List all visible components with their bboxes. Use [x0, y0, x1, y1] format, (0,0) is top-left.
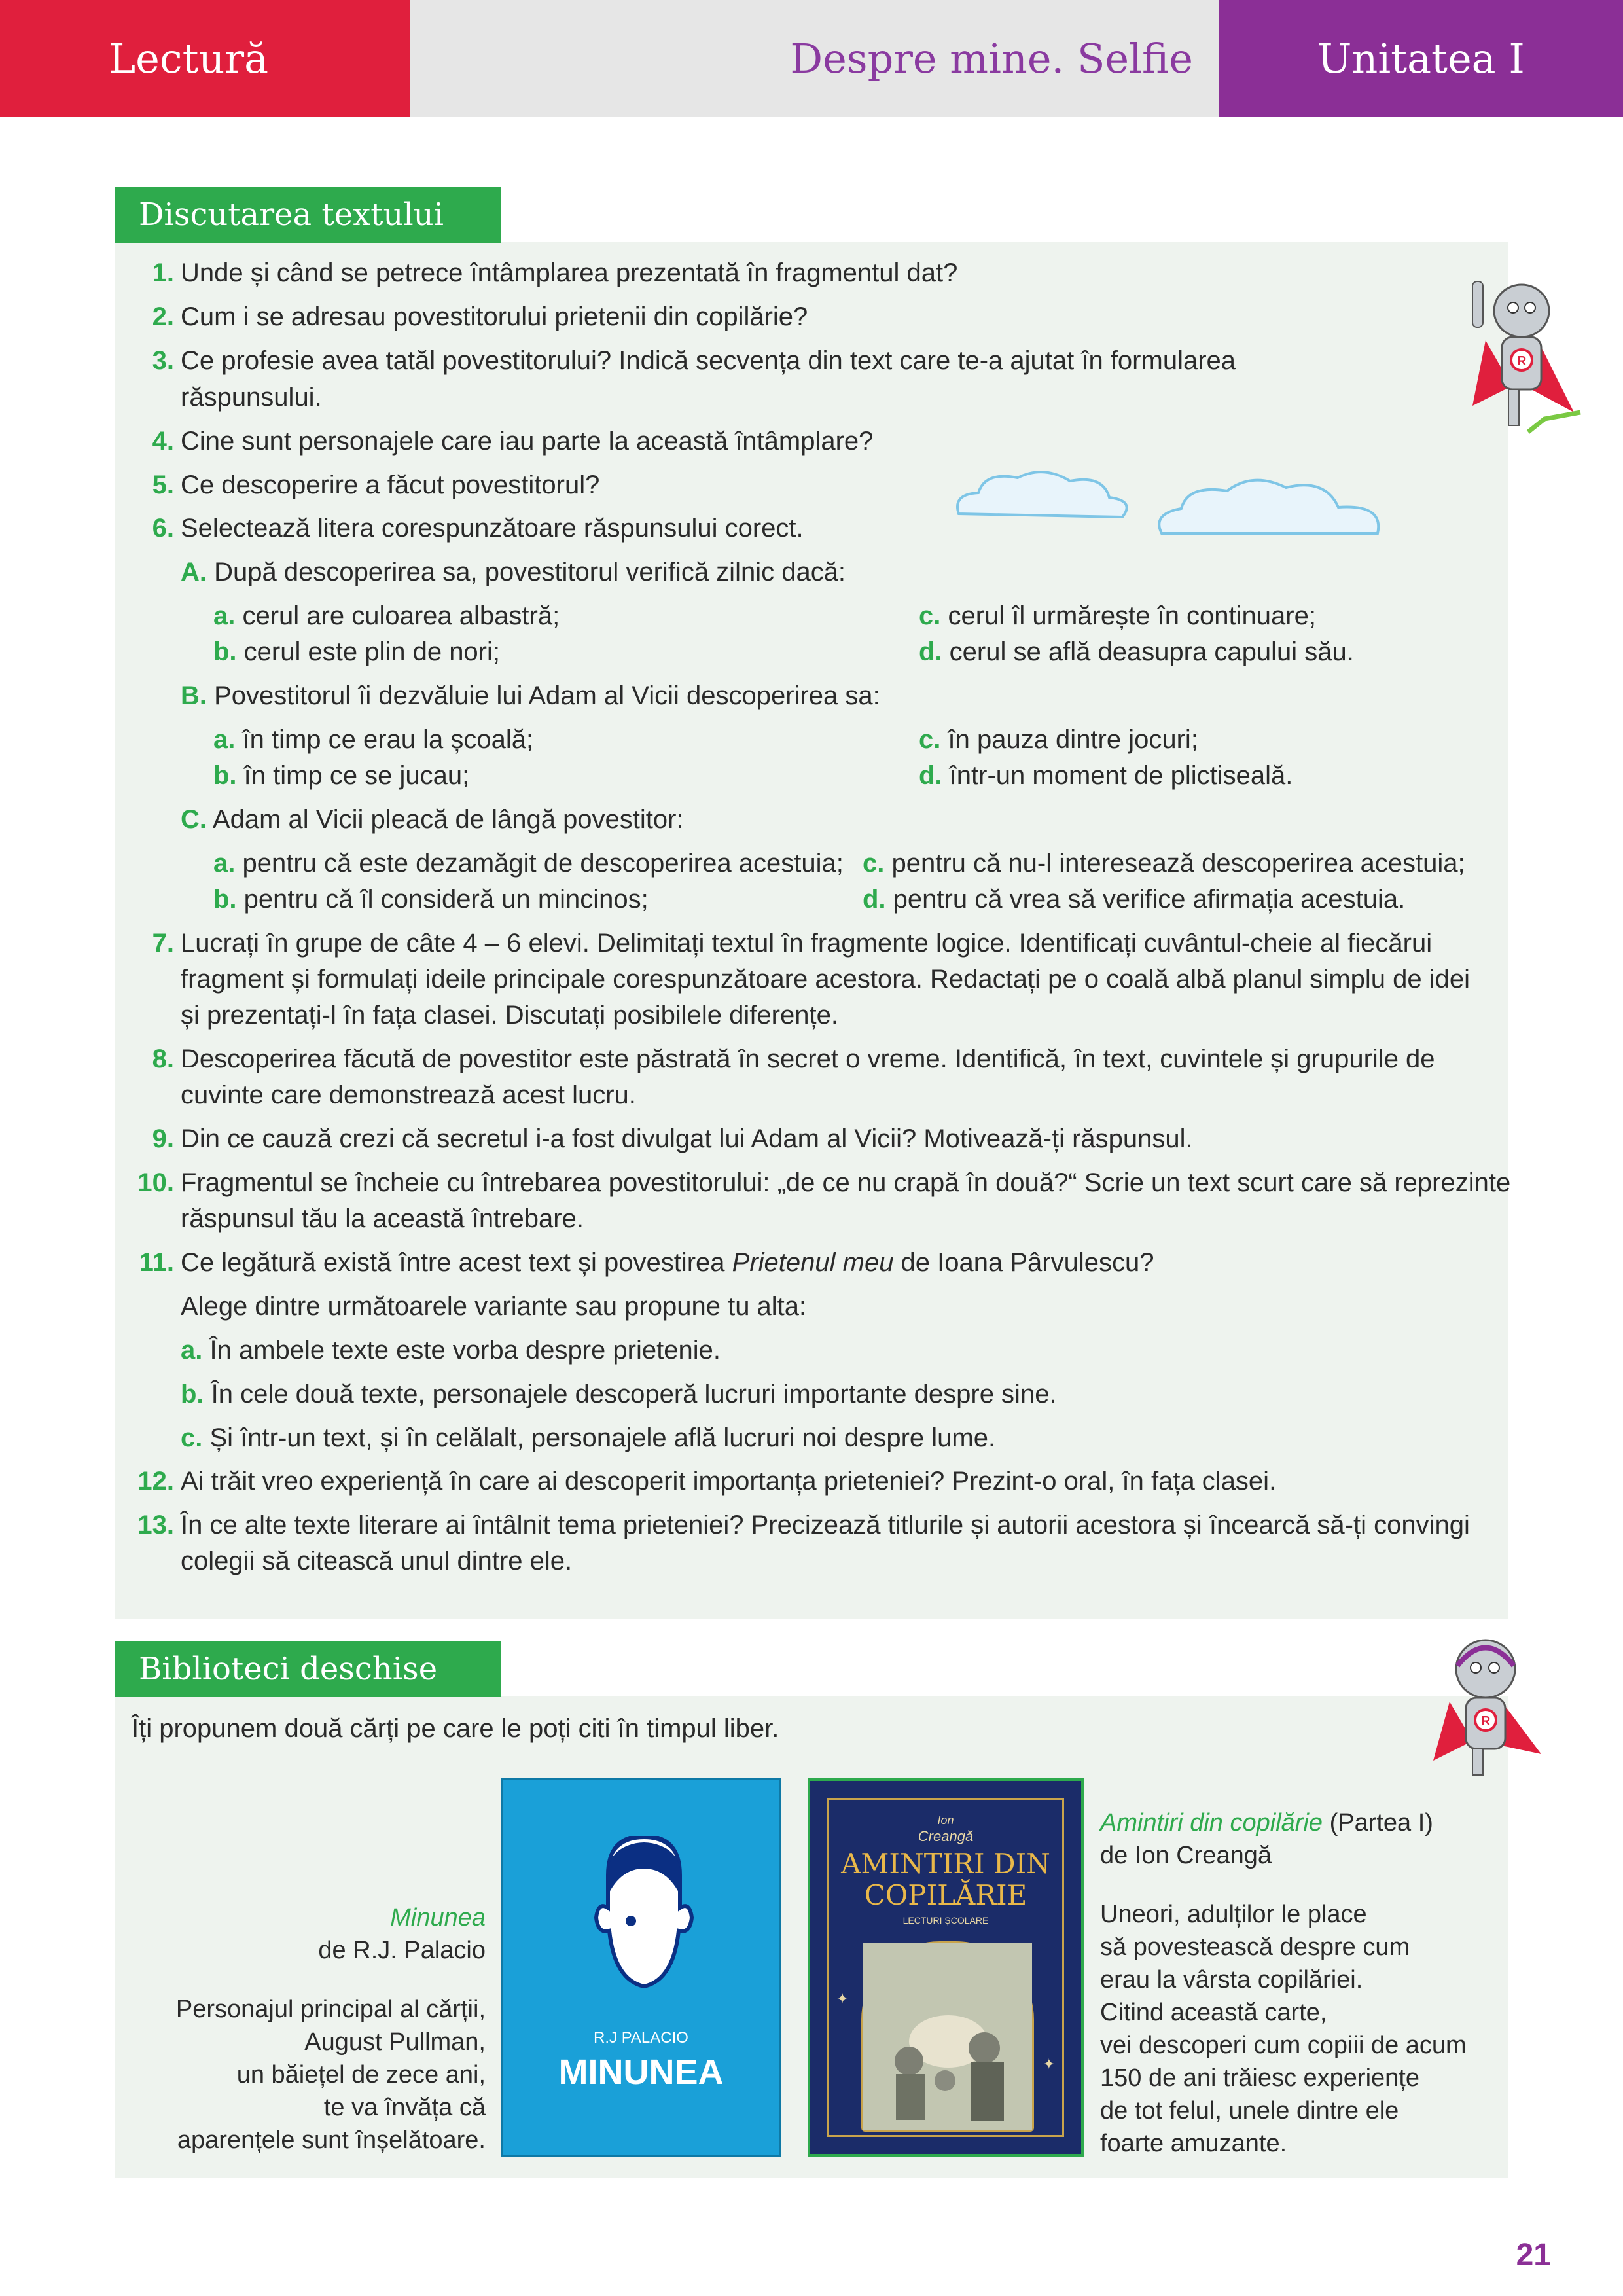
question-number: 6. — [152, 514, 174, 543]
svg-text:R: R — [1517, 354, 1527, 368]
book2-desc-line: să povestească despre cum — [1100, 1933, 1410, 1961]
question-number: 4. — [152, 427, 174, 456]
option-text: pentru că este dezamăgit de descoperirea acestuia; — [242, 849, 844, 878]
star-icon: ✦ — [836, 1990, 849, 2007]
header-unit — [1219, 0, 1623, 117]
book1-cover-title: MINUNEA — [558, 2053, 724, 2092]
question-text: Ce profesie avea tatăl povestitorului? Indică secvența din text care te-a ajutat în formularea — [181, 346, 1236, 375]
question-number: 8. — [152, 1045, 174, 1073]
option-letter: b. — [213, 761, 237, 790]
option-6C-b — [213, 882, 649, 918]
option-letter: a. — [213, 725, 236, 754]
question-8-cont: cuvinte care demonstrează acest lucru. — [181, 1081, 636, 1109]
book-title: Prietenul meu — [732, 1248, 894, 1277]
question-text: Fragmentul se încheie cu întrebarea povestitorului: „de ce nu crapă în două?“ Scrie un text scurt care să reprezinte — [181, 1168, 1511, 1197]
discutarea-label-text: Discutarea textului — [139, 196, 444, 233]
question-number: 7. — [152, 929, 174, 958]
option-letter: d. — [863, 885, 886, 914]
boy-face-icon — [582, 1836, 706, 2000]
option-text: Povestitorul îi dezvăluie lui Adam al Vicii descoperirea sa: — [214, 681, 880, 710]
option-letter: b. — [213, 885, 237, 914]
book1-cover-author: R.J PALACIO — [594, 2029, 688, 2047]
question-12 — [137, 1463, 1277, 1499]
option-text: Și într-un text, și în celălalt, personajele află lucruri noi despre lume. — [209, 1424, 996, 1452]
option-letter: c. — [863, 849, 885, 878]
option-6C-d — [863, 882, 1405, 918]
option-letter: a. — [213, 849, 236, 878]
option-letter: c. — [919, 725, 941, 754]
question-text: Ce legătură există între acest text și povestirea — [181, 1248, 732, 1277]
question-text: Descoperirea făcută de povestitor este păstrată în secret o vreme. Identifică, în text, cuvintele și grupurile de — [181, 1045, 1435, 1073]
cloud-icon — [1149, 468, 1397, 553]
question-6A — [181, 554, 846, 590]
book2-cover-subtitle: LECTURI ȘCOLARE — [902, 1915, 989, 1926]
svg-text:R: R — [1481, 1714, 1491, 1729]
question-3-cont: răspunsului. — [181, 383, 322, 412]
question-text: Unde și când se petrece întâmplarea prezentată în fragmentul dat? — [181, 259, 958, 287]
question-7-cont: fragment și formulați ideile principale corespunzătoare acestora. Redactați pe o coală albă planul simplu de idei — [181, 965, 1470, 994]
option-text: în timp ce erau la școală; — [242, 725, 534, 754]
cloud-icon — [946, 461, 1142, 533]
option-text: După descoperirea sa, povestitorul verifică zilnic dacă: — [214, 558, 846, 586]
discutarea-label — [115, 187, 501, 243]
option-text: pentru că îl consideră un mincinos; — [243, 885, 649, 914]
option-letter: d. — [919, 761, 942, 790]
question-number: 11. — [139, 1248, 174, 1277]
question-7 — [152, 925, 1433, 961]
question-text: Ai trăit vreo experiență în care ai descoperit importanța prieteniei? Prezint-o oral, în fața clasei. — [181, 1467, 1277, 1496]
option-6A-d — [919, 634, 1354, 670]
question-1 — [152, 255, 958, 291]
option-text: cerul se află deasupra capului său. — [949, 637, 1354, 666]
option-6C-c — [863, 846, 1465, 882]
biblioteci-intro: Îți propunem două cărți pe care le poți citi în timpul liber. — [132, 1714, 779, 1743]
header-unit-label: Unitatea I — [1317, 34, 1525, 82]
book1-info — [131, 1901, 486, 2157]
book2-cover-author: Creangă — [918, 1828, 974, 1844]
question-text: Selectează litera corespunzătoare răspunsului corect. — [181, 514, 804, 543]
book2-desc-line: erau la vârsta copilăriei. — [1100, 1966, 1363, 1994]
book2-info — [1100, 1806, 1506, 2160]
option-letter: c. — [919, 601, 941, 630]
option-text: cerul îl urmărește în continuare; — [948, 601, 1316, 630]
option-6A-b — [213, 634, 500, 670]
question-5 — [152, 467, 600, 503]
book1-desc-line: aparențele sunt înșelătoare. — [177, 2126, 486, 2154]
book2-part: (Partea I) — [1323, 1809, 1433, 1837]
book2-cover-title: AMINTIRI DIN — [841, 1848, 1050, 1880]
option-letter: a. — [213, 601, 236, 630]
question-10 — [137, 1165, 1511, 1201]
header-topic-label: Despre mine. Selfie — [790, 34, 1193, 82]
option-text: În cele două texte, personajele descoperă lucruri importante despre sine. — [211, 1380, 1057, 1408]
question-6 — [152, 511, 804, 547]
question-11-cont: Alege dintre următoarele variante sau propune tu alta: — [181, 1292, 807, 1321]
option-letter: b. — [213, 637, 237, 666]
option-11-a — [181, 1333, 721, 1369]
header-topic — [410, 0, 1219, 117]
book-cover-minunea — [501, 1778, 781, 2157]
page-number: 21 — [1516, 2238, 1551, 2272]
question-number: 2. — [152, 302, 174, 331]
option-letter: B. — [181, 681, 207, 710]
option-letter: c. — [181, 1424, 203, 1452]
star-icon: ✦ — [1043, 2056, 1055, 2072]
robot-mascot-icon — [1459, 275, 1590, 445]
question-13-cont: colegii să citească unul dintre ele. — [181, 1547, 573, 1575]
book2-desc-line: Uneori, adulților le place — [1100, 1901, 1367, 1928]
question-text: Cum i se adresau povestitorului prietenii din copilărie? — [181, 302, 808, 331]
biblioteci-label — [115, 1641, 501, 1697]
option-letter: a. — [181, 1336, 203, 1365]
book2-desc-line: 150 de ani trăiesc experiențe — [1100, 2064, 1419, 2092]
question-2 — [152, 299, 808, 335]
question-text: Lucrați în grupe de câte 4 – 6 elevi. Delimitați textul în fragmente logice. Identificați cuvântul-cheie al fiecărui — [181, 929, 1433, 958]
question-6B — [181, 678, 880, 714]
question-6C — [181, 802, 684, 838]
book1-desc-line: un băiețel de zece ani, — [236, 2061, 486, 2089]
question-number: 10. — [137, 1168, 174, 1197]
option-text: în pauza dintre jocuri; — [948, 725, 1198, 754]
question-9 — [152, 1121, 1193, 1157]
question-7-cont: și prezentați-l în fața clasei. Discutați posibilele diferențe. — [181, 1001, 838, 1030]
question-4 — [152, 423, 874, 459]
question-text: Cine sunt personajele care iau parte la această întâmplare? — [181, 427, 874, 456]
option-11-c — [181, 1420, 995, 1456]
book1-desc-line: te va învăța că — [323, 2094, 486, 2121]
book2-desc-line: vei descoperi cum copiii de acum — [1100, 2032, 1467, 2059]
option-letter: A. — [181, 558, 207, 586]
question-10-cont: răspunsul tău la această întrebare. — [181, 1204, 584, 1233]
option-6A-a — [213, 598, 560, 634]
option-6C-a — [213, 846, 844, 882]
question-number: 5. — [152, 471, 174, 499]
question-11 — [139, 1245, 1154, 1281]
option-text: În ambele texte este vorba despre prietenie. — [209, 1336, 721, 1365]
book2-cover-author: Ion — [937, 1814, 954, 1827]
question-text: În ce alte texte literare ai întâlnit tema prieteniei? Precizează titlurile și autorii acestora și încearcă să-ți convingi — [181, 1511, 1470, 1539]
biblioteci-label-text: Biblioteci deschise — [139, 1651, 438, 1687]
question-text: Din ce cauză crezi că secretul i-a fost divulgat lui Adam al Vicii? Motivează-ți răspunsul. — [181, 1124, 1193, 1153]
option-letter: b. — [181, 1380, 204, 1408]
question-text: de Ioana Pârvulescu? — [893, 1248, 1154, 1277]
option-6B-a — [213, 722, 533, 758]
book2-desc-line: de tot felul, unele dintre ele — [1100, 2097, 1399, 2125]
book2-title: Amintiri din copilărie — [1100, 1809, 1323, 1837]
option-letter: C. — [181, 805, 207, 834]
question-13 — [137, 1507, 1470, 1543]
book1-author: de R.J. Palacio — [318, 1937, 486, 1964]
book2-cover-title: COPILĂRIE — [864, 1879, 1027, 1911]
option-letter: d. — [919, 637, 942, 666]
family-illustration-icon — [863, 1943, 1032, 2130]
question-number: 13. — [137, 1511, 174, 1539]
question-number: 3. — [152, 346, 174, 375]
option-text: cerul are culoarea albastră; — [242, 601, 560, 630]
book2-desc-line: Citind această carte, — [1100, 1999, 1327, 2026]
option-6B-d — [919, 758, 1293, 794]
option-text: Adam al Vicii pleacă de lângă povestitor: — [212, 805, 684, 834]
book-cover-amintiri — [808, 1778, 1084, 2157]
option-6A-c — [919, 598, 1316, 634]
book2-author: de Ion Creangă — [1100, 1842, 1272, 1869]
question-number: 1. — [152, 259, 174, 287]
option-11-b — [181, 1376, 1057, 1412]
question-8 — [152, 1041, 1435, 1077]
option-text: într-un moment de plictiseală. — [949, 761, 1293, 790]
question-3 — [152, 343, 1236, 379]
question-number: 9. — [152, 1124, 174, 1153]
book2-desc-line: foarte amuzante. — [1100, 2130, 1287, 2157]
book1-desc-line: August Pullman, — [304, 2028, 486, 2056]
header-section — [0, 0, 410, 117]
option-6B-b — [213, 758, 469, 794]
option-text: pentru că nu-l interesează descoperirea acestuia; — [891, 849, 1465, 878]
option-6B-c — [919, 722, 1198, 758]
book1-desc-line: Personajul principal al cărții, — [175, 1996, 486, 2023]
question-number: 12. — [137, 1467, 174, 1496]
book1-title: Minunea — [390, 1904, 486, 1931]
option-text: în timp ce se jucau; — [243, 761, 470, 790]
option-text: cerul este plin de nori; — [243, 637, 500, 666]
option-text: pentru că vrea să verifice afirmația acestuia. — [893, 885, 1406, 914]
question-text: Ce descoperire a făcut povestitorul? — [181, 471, 600, 499]
header-section-label: Lectură — [109, 34, 269, 82]
robot-mascot-icon — [1423, 1630, 1548, 1780]
book2-cover-illustration — [861, 1941, 1034, 2132]
